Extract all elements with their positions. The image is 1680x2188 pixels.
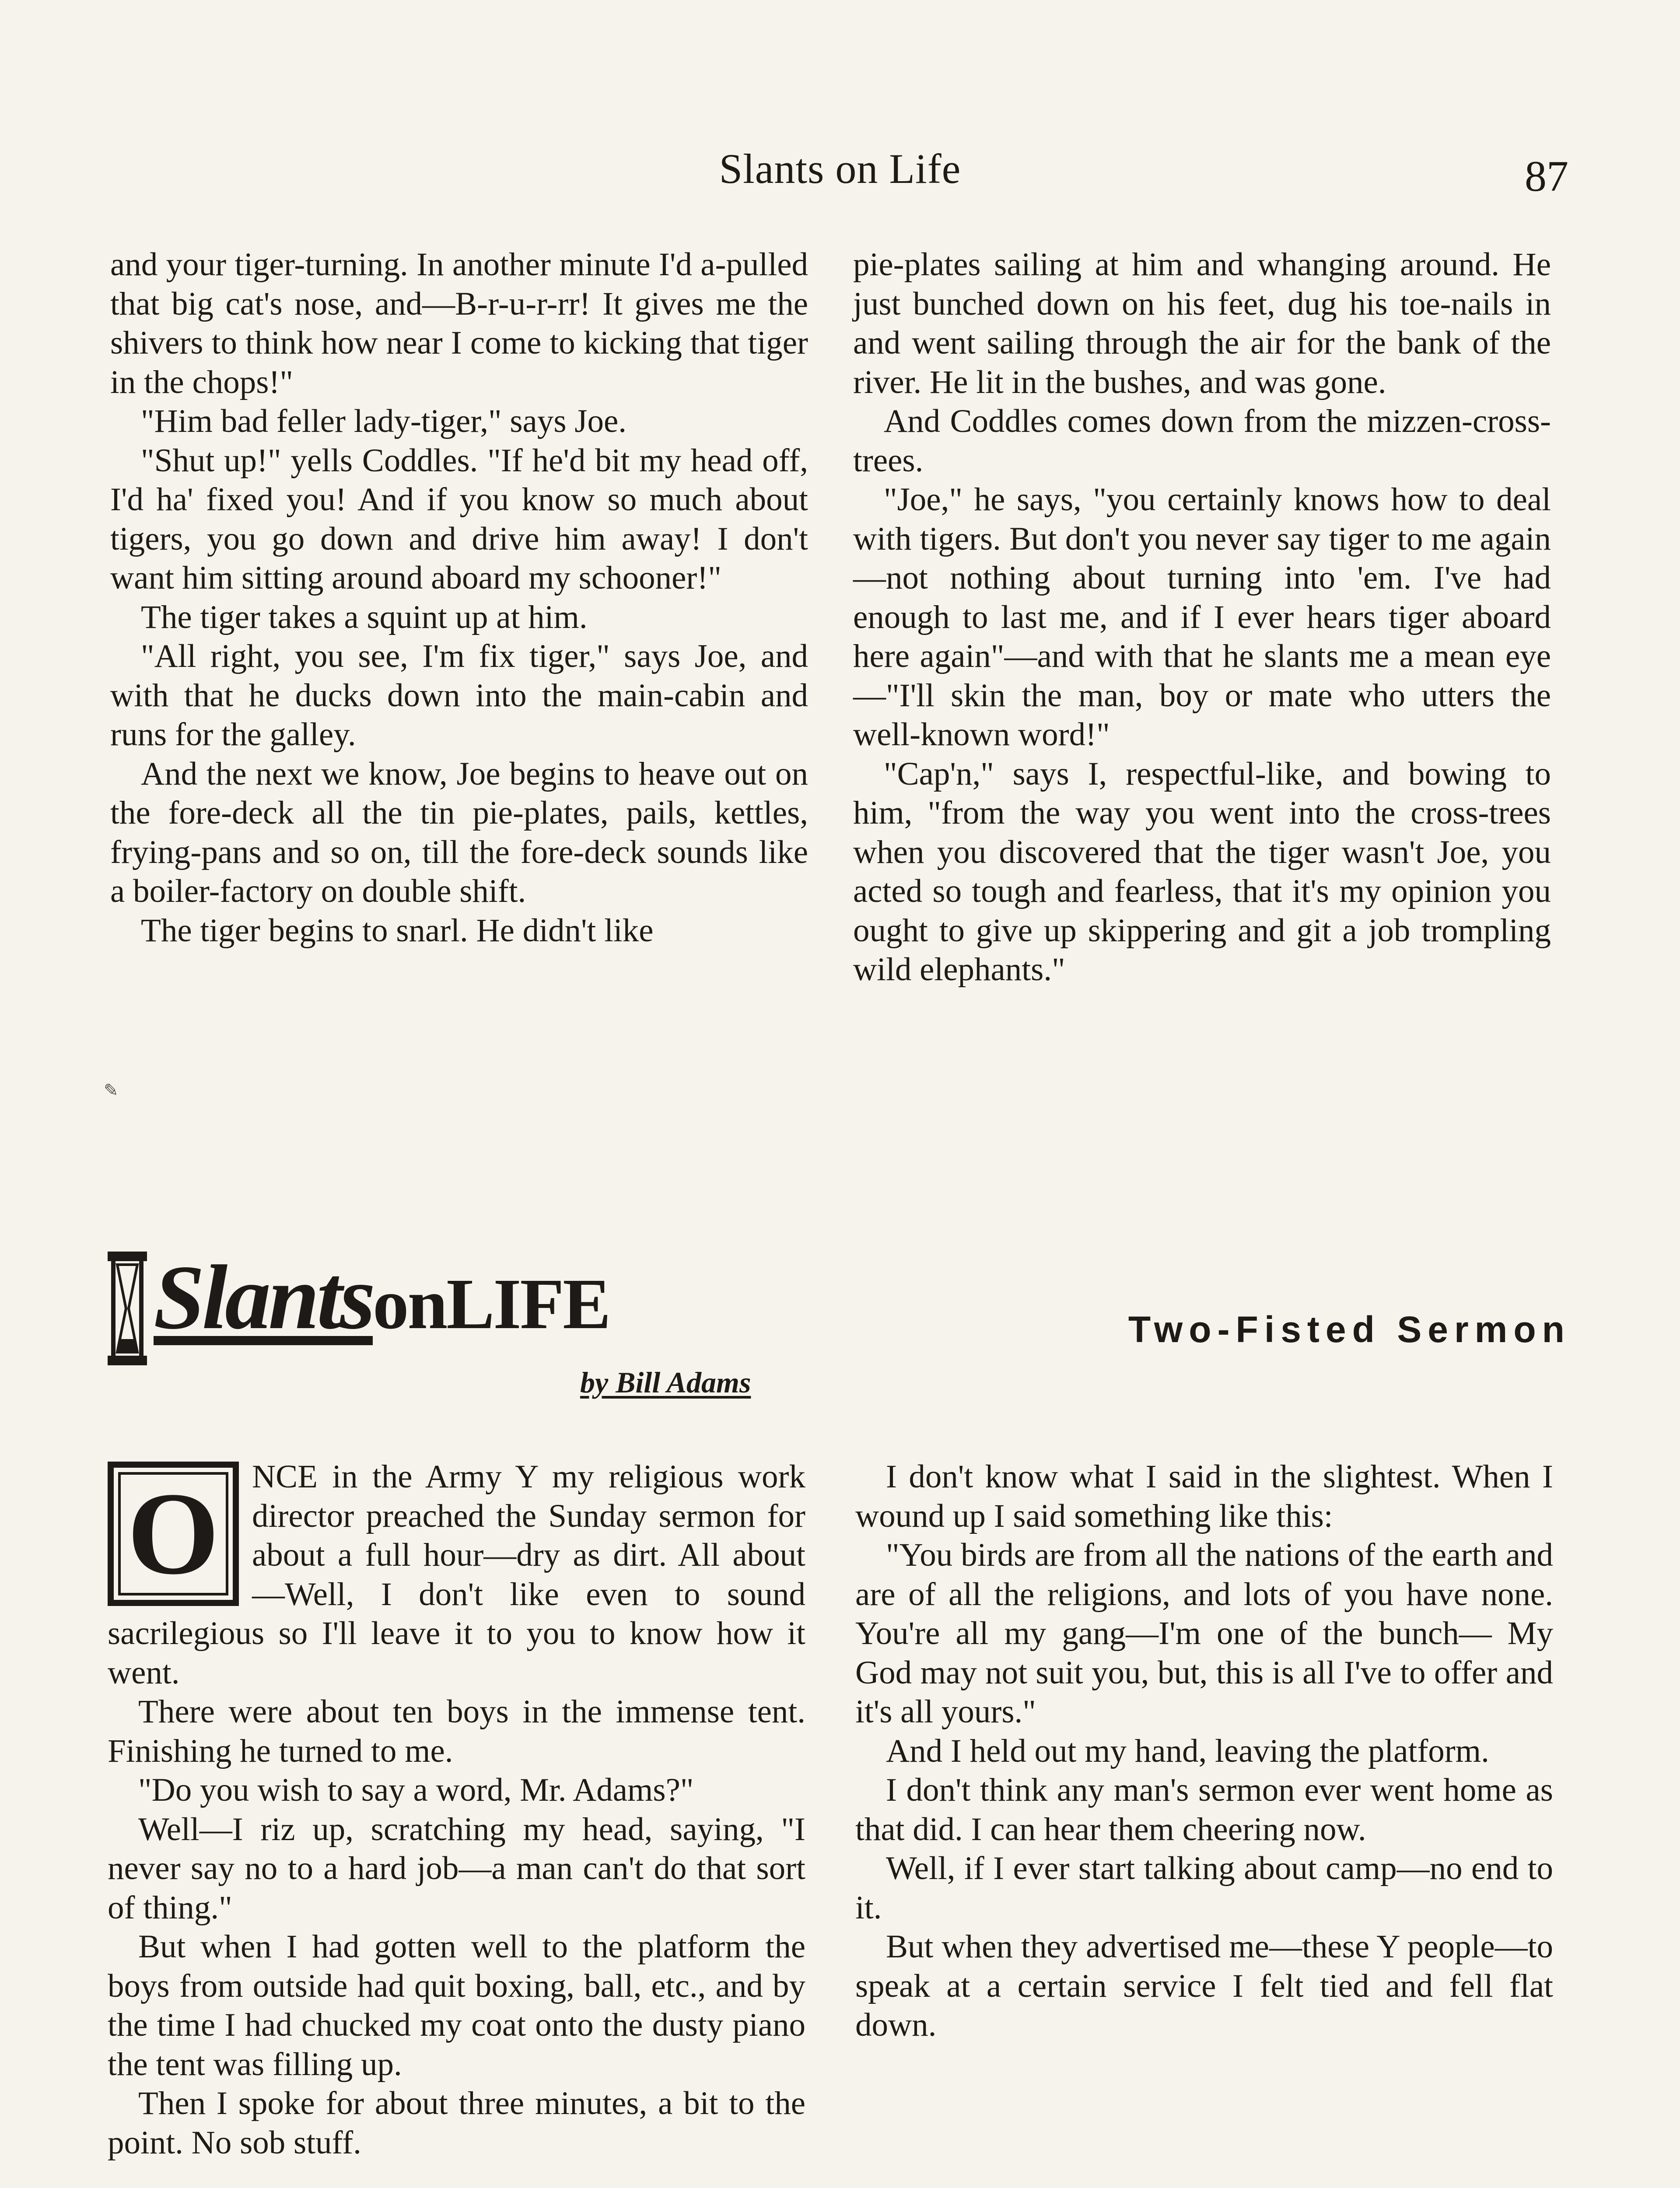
paragraph: pie-plates sailing at him and whanging around. He just bunched down on his feet, dug his toe-nails in and went sailing through the air for the bank of the river. He lit in the bushes, and was gone.	[853, 246, 1551, 400]
article-column-left	[108, 1457, 805, 2162]
hourglass-icon	[108, 1252, 147, 1365]
paragraph: "Joe," he says, "you certainly knows how to deal with tigers. But don't you never say tiger to me again—not nothing about turning into 'em. I've had enough to last me, and if I ever hears tiger aboard here again"—and with that he slants me a mean eye—"I'll skin the man, boy or mate who utters the well-known word!"	[853, 481, 1551, 753]
department-title-block: onLIFE	[373, 1264, 610, 1344]
paragraph: The tiger takes a squint up at him.	[141, 599, 588, 635]
drop-cap: O	[108, 1462, 239, 1606]
running-head: Slants on Life	[719, 145, 961, 192]
paragraph: "Him bad feller lady-tiger," says Joe.	[141, 403, 626, 439]
paragraph: "Shut up!" yells Coddles. "If he'd bit my head off, I'd ha' fixed you! And if you know so much about tigers, you go down and drive him away! I don't want him sitting around aboard my schooner!"	[110, 442, 808, 596]
paragraph: Well—I riz up, scratching my head, saying, "I never say no to a hard job—a man can't do that sort of thing."	[108, 1811, 805, 1926]
paragraph: But when I had gotten well to the platform the boys from outside had quit boxing, ball, etc., and by the time I had chucked my coat onto the dusty piano the tent was filling up.	[108, 1929, 805, 2083]
paragraph: But when they advertised me—these Y people—to speak at a certain service I felt tied and fell flat down.	[855, 1929, 1553, 2043]
article-column-right	[855, 1457, 1553, 2045]
story-column-right	[853, 245, 1551, 989]
byline: by Bill Adams	[580, 1366, 751, 1399]
paragraph: There were about ten boys in the immense tent. Finishing he turned to me.	[108, 1694, 805, 1769]
department-title-script: Slants	[154, 1247, 373, 1348]
paragraph: The tiger begins to snarl. He didn't like	[141, 912, 654, 949]
paragraph: and your tiger-turning. In another minute I'd a-pulled that big cat's nose, and—B-r-u-r-rr! It gives me the shivers to think how near I come to kicking that tiger in the chops!"	[110, 246, 808, 400]
print-mark-icon: ✎	[104, 1080, 119, 1100]
paragraph: And the next we know, Joe begins to heave out on the fore-deck all the tin pie-plates, pails, kettles, frying-pans and so on, till the fore-deck sounds like a boiler-factory on double shift.	[110, 755, 808, 909]
paragraph: "All right, you see, I'm fix tiger," says Joe, and with that he ducks down into the main-cabin and runs for the galley.	[110, 638, 808, 753]
paragraph: And Coddles comes down from the mizzen-cross-trees.	[853, 403, 1551, 479]
department-masthead	[108, 1238, 843, 1422]
paragraph: I don't know what I said in the slightest. When I wound up I said something like this:	[855, 1459, 1553, 1534]
story-column-left	[110, 245, 808, 950]
paragraph: I don't think any man's sermon ever went home as that did. I can hear them cheering now.	[855, 1772, 1553, 1848]
paragraph: Well, if I ever start talking about camp—no end to it.	[855, 1850, 1553, 1926]
paragraph: NCE in the Army Y my religious work director preached the Sunday sermon for about a full hour—dry as dirt. All about—Well, I don't like even to sound sacrilegious so I'll leave it to you to know how it went.	[108, 1459, 805, 1691]
department-title	[154, 1247, 609, 1354]
paragraph: "You birds are from all the nations of the earth and are of all the religions, and lots of you have none. You're all my gang—I'm one of the bunch— My God may not suit you, but, this is all I've to offer and it's all yours."	[855, 1537, 1553, 1730]
article-title: Two-Fisted Sermon	[1128, 1309, 1571, 1350]
paragraph: "Do you wish to say a word, Mr. Adams?"	[138, 1772, 694, 1808]
paragraph: "Cap'n," says I, respectful-like, and bowing to him, "from the way you went into the cross-trees when you discovered that the tiger wasn't Joe, you acted so tough and fearless, that it's my opinion you ought to give up skippering and git a job trompling wild elephants."	[853, 755, 1551, 988]
paragraph: Then I spoke for about three minutes, a bit to the point. No sob stuff.	[108, 2085, 805, 2161]
page-number: 87	[1525, 152, 1568, 200]
paragraph: And I held out my hand, leaving the platform.	[886, 1732, 1489, 1769]
